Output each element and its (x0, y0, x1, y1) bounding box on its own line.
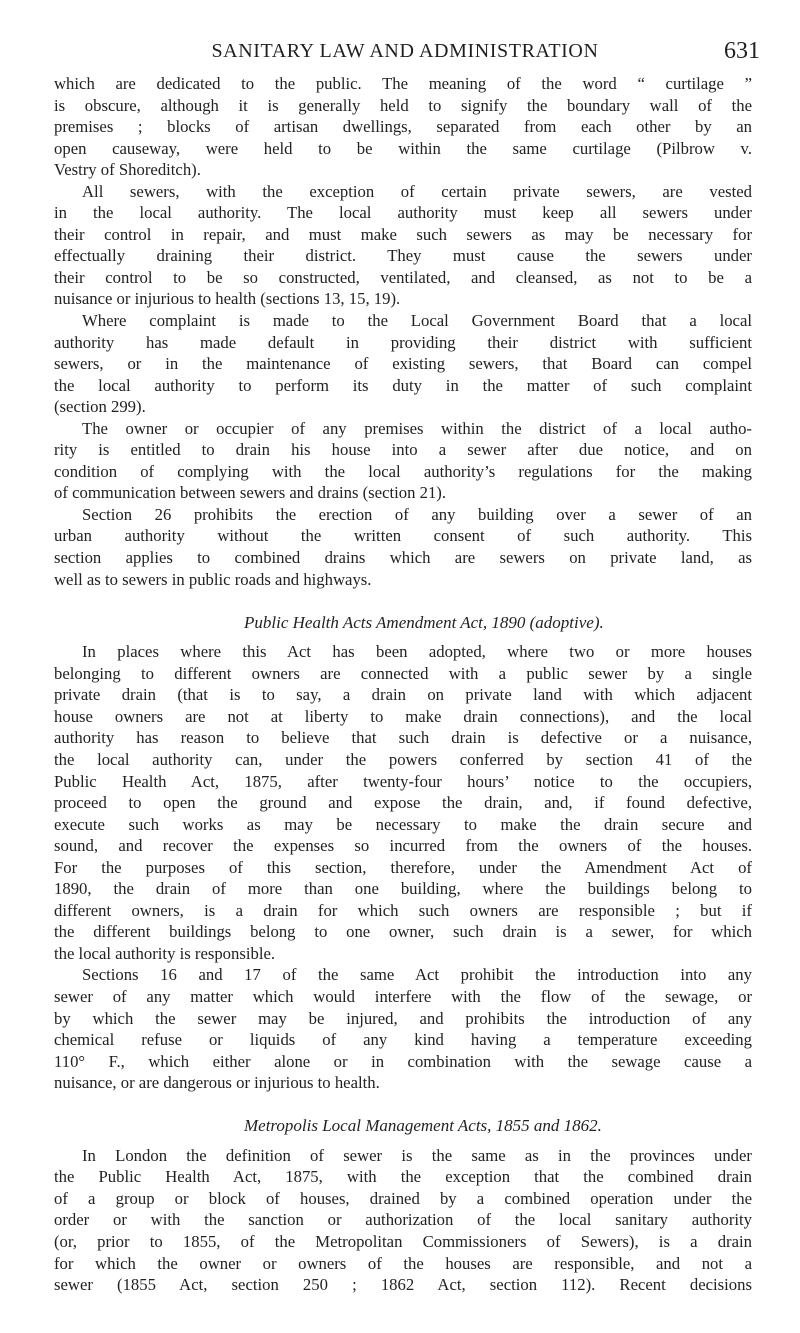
text-line: sewers, or in the maintenance of existing sewers, that Board can compel (54, 354, 752, 374)
section-gap (54, 633, 752, 641)
paragraph-owner-occupier (54, 418, 752, 504)
text-line: different owners, is a drain for which such owners are responsible ; but if (54, 900, 752, 920)
section-gap (54, 1137, 752, 1145)
text-line: their control in repair, and must make such sewers as may be necessary for (54, 224, 752, 244)
text-line: authority has made default in providing their district with sufficient (54, 332, 752, 352)
text-line: In places where this Act has been adopted, where two or more houses (82, 642, 752, 662)
text-line: rity is entitled to drain his house into a sewer after due notice, and on (54, 440, 752, 460)
running-head (50, 36, 760, 66)
text-line: 1890, the drain of more than one building, where the buildings belong to (54, 879, 752, 899)
text-line: sound, and recover the expenses so incurred from the owners of the houses. (54, 836, 752, 856)
text-line: section applies to combined drains which are sewers on private land, as (54, 548, 752, 568)
text-line: in the local authority. The local authority must keep all sewers under (54, 203, 752, 223)
text-line: nuisance, or are dangerous or injurious to health. (54, 1073, 380, 1093)
text-line: condition of complying with the local authority’s regulations for the making (54, 461, 752, 481)
text-line: urban authority without the written consent of such authority. This (54, 526, 752, 546)
text-line: the different buildings belong to one owner, such drain is a sewer, for which (54, 922, 752, 942)
text-line: execute such works as may be necessary to make the drain secure and (54, 814, 752, 834)
text-line: premises ; blocks of artisan dwellings, separated from each other by an (54, 117, 752, 137)
text-line: Public Health Act, 1875, after twenty-four hours’ notice to the occupiers, (54, 771, 752, 791)
text-line: sewer of any matter which would interfere with the flow of the sewage, or (54, 986, 752, 1006)
text-line: 110° F., which either alone or in combination with the sewage cause a (54, 1051, 752, 1071)
paragraph-sewers-vested (54, 181, 752, 310)
text-line: the local authority is responsible. (54, 943, 276, 963)
page-number: 631 (724, 38, 760, 64)
text-line: the local authority can, under the powers conferred by section 41 of the (54, 749, 752, 769)
body-text (54, 73, 752, 1296)
text-line: belonging to different owners are connected with a public sewer by a single (54, 663, 752, 683)
text-line: of a group or block of houses, drained by a combined operation under the (54, 1188, 752, 1208)
text-line: their control to be so constructed, ventilated, and cleansed, as not to be a (54, 267, 752, 287)
text-line: effectually draining their district. They must cause the sewers under (54, 246, 752, 266)
text-line: open causeway, were held to be within the same curtilage (Pilbrow v. (54, 138, 752, 158)
text-line: nuisance or injurious to health (sections 13, 15, 19). (54, 289, 401, 309)
text-line: Vestry of Shoreditch). (54, 160, 201, 180)
text-line: The owner or occupier of any premises within the district of a local autho- (82, 418, 752, 438)
text-line: the Public Health Act, 1875, with the exception that the combined drain (54, 1167, 752, 1187)
section-gap (54, 1094, 752, 1116)
text-line: house owners are not at liberty to make drain connections), and the local (54, 706, 752, 726)
text-line: authority has reason to believe that such drain is defective or a nuisance, (54, 728, 752, 748)
running-title: SANITARY LAW AND ADMINISTRATION (211, 40, 599, 62)
text-line: chemical refuse or liquids of any kind having a temperature exceeding (54, 1030, 752, 1050)
text-line: by which the sewer may be injured, and prohibits the introduction of any (54, 1008, 752, 1028)
paragraph-amendment-act (54, 641, 752, 964)
text-line: sewer (1855 Act, section 250 ; 1862 Act, section 112). Recent decisions (54, 1275, 752, 1295)
paragraph-sections-16-17 (54, 964, 752, 1093)
text-line: well as to sewers in public roads and highways. (54, 569, 372, 589)
text-line: for which the owner or owners of the houses are responsible, and not a (54, 1253, 752, 1273)
text-line: Sections 16 and 17 of the same Act prohibit the introduction into any (82, 965, 752, 985)
text-line: (section 299). (54, 397, 146, 417)
text-line: the local authority to perform its duty in the matter of such complaint (54, 375, 752, 395)
text-line: Where complaint is made to the Local Government Board that a local (82, 311, 752, 331)
text-line: All sewers, with the exception of certain private sewers, are vested (82, 181, 752, 201)
section-heading-metropolis-acts: Metropolis Local Management Acts, 1855 and 1862. (244, 1116, 602, 1136)
section-heading-public-health-acts-amendment: Public Health Acts Amendment Act, 1890 (adoptive). (244, 612, 604, 632)
section-gap (54, 590, 752, 612)
text-line: of communication between sewers and drains (section 21). (54, 483, 447, 503)
text-line: (or, prior to 1855, of the Metropolitan Commissioners of Sewers), is a drain (54, 1231, 752, 1251)
text-line: Section 26 prohibits the erection of any building over a sewer of an (82, 504, 752, 524)
paragraph-complaint (54, 310, 752, 418)
text-line: private drain (that is to say, a drain on private land with which adjacent (54, 685, 752, 705)
paragraph-curtilage (54, 73, 752, 181)
text-line: is obscure, although it is generally held to signify the boundary wall of the (54, 95, 752, 115)
text-line: order or with the sanction or authorization of the local sanitary authority (54, 1210, 752, 1230)
paragraph-section-26 (54, 504, 752, 590)
text-line: proceed to open the ground and expose the drain, and, if found defective, (54, 793, 752, 813)
paragraph-london-definition (54, 1145, 752, 1296)
text-line: In London the definition of sewer is the same as in the provinces under (82, 1145, 752, 1165)
text-line: which are dedicated to the public. The meaning of the word “ curtilage ” (54, 74, 752, 93)
text-line: For the purposes of this section, therefore, under the Amendment Act of (54, 857, 752, 877)
